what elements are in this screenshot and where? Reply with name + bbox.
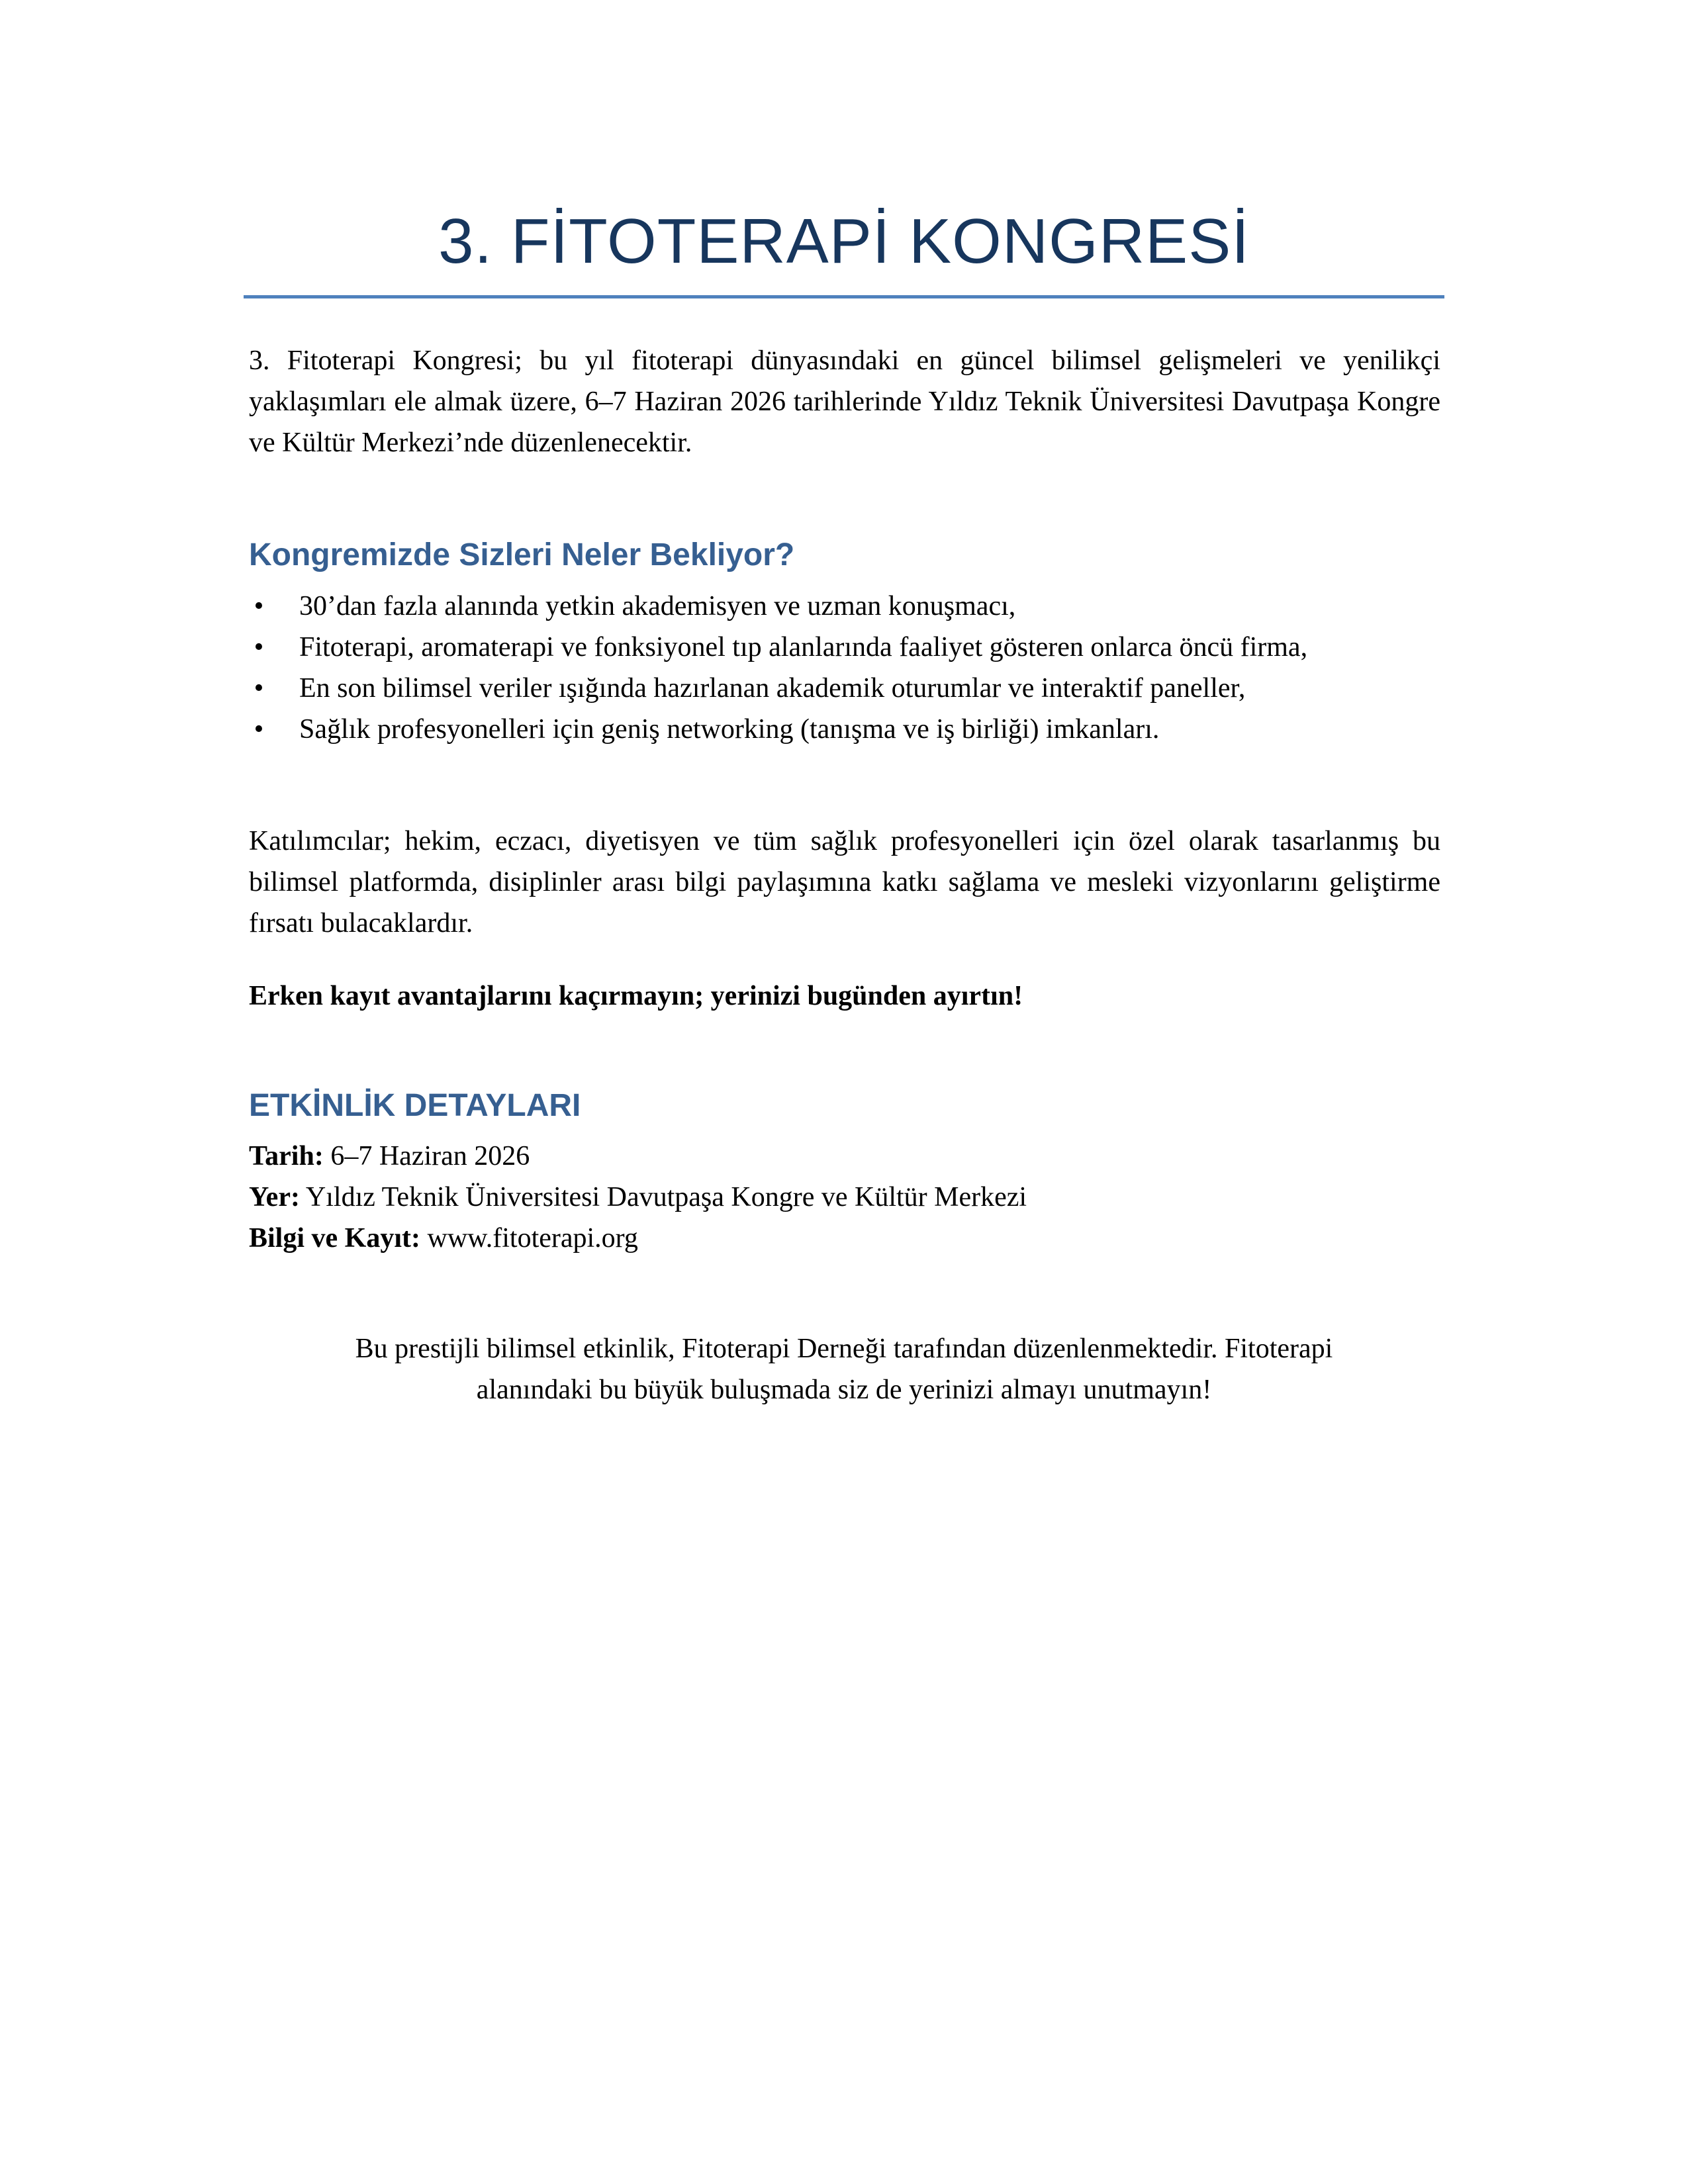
list-item <box>249 586 1440 627</box>
participants-paragraph: Katılımcılar; hekim, eczacı, diyetisyen ve tüm sağlık profesyonelleri için özel olarak tasarlanmış bu bilimsel platformda, disiplinler arası bilgi paylaşımına katkı sağlama ve mesleki vizyonlarını geliştirme fırsatı bulacaklardır. <box>249 826 1440 938</box>
venue-label: Yer: <box>249 1182 300 1212</box>
bullet-icon: • <box>254 632 264 662</box>
event-details <box>249 1136 1440 1259</box>
date-value: 6–7 Haziran 2026 <box>330 1141 530 1171</box>
call-to-action: Erken kayıt avantajlarını kaçırmayın; yerinizi bugünden ayırtın! <box>249 981 1023 1011</box>
info-label: Bilgi ve Kayıt: <box>249 1223 420 1253</box>
list-item <box>249 668 1440 709</box>
venue-value: Yıldız Teknik Üniversitesi Davutpaşa Kongre ve Kültür Merkezi <box>305 1182 1027 1212</box>
title-underline <box>244 295 1444 298</box>
venue-row <box>249 1177 1440 1218</box>
document-page <box>244 0 1444 2184</box>
bullet-icon: • <box>254 714 264 745</box>
list-item-text: Fitoterapi, aromaterapi ve fonksiyonel tıp alanlarında faaliyet gösteren onlarca öncü firma, <box>299 632 1308 662</box>
list-item-text: En son bilimsel veriler ışığında hazırlanan akademik oturumlar ve interaktif paneller, <box>299 673 1246 704</box>
info-value: www.fitoterapi.org <box>427 1223 638 1253</box>
info-row <box>249 1218 1440 1259</box>
list-item-text: Sağlık profesyonelleri için geniş networking (tanışma ve iş birliği) imkanları. <box>299 714 1160 745</box>
list-item <box>249 627 1438 668</box>
list-item-text: 30’dan fazla alanında yetkin akademisyen ve uzman konuşmacı, <box>299 591 1016 621</box>
expect-heading: Kongremizde Sizleri Neler Bekliyor? <box>249 537 795 572</box>
details-heading: ETKİNLİK DETAYLARI <box>249 1088 581 1123</box>
intro-paragraph: 3. Fitoterapi Kongresi; bu yıl fitoterapi dünyasındaki en güncel bilimsel gelişmeleri ve yenilikçi yaklaşımları ele almak üzere, 6–7 Haziran 2026 tarihlerinde Yıldız Teknik Üniversitesi Davutpaşa Kongre ve Kültür Merkezi’nde düzenlenecektir. <box>249 345 1440 458</box>
date-row <box>249 1136 1440 1177</box>
highlights-list <box>249 586 1440 750</box>
page-title: 3. FİTOTERAPİ KONGRESİ <box>438 206 1250 277</box>
bullet-icon: • <box>254 591 264 621</box>
bullet-icon: • <box>254 673 264 704</box>
date-label: Tarih: <box>249 1141 324 1171</box>
closing-paragraph <box>244 1328 1444 1410</box>
list-item <box>249 709 1440 750</box>
closing-line: Bu prestijli bilimsel etkinlik, Fitoterapi Derneği tarafından düzenlenmektedir. Fitoterapi <box>355 1334 1333 1364</box>
closing-line: alanındaki bu büyük buluşmada siz de yerinizi almayı unutmayın! <box>476 1375 1212 1405</box>
